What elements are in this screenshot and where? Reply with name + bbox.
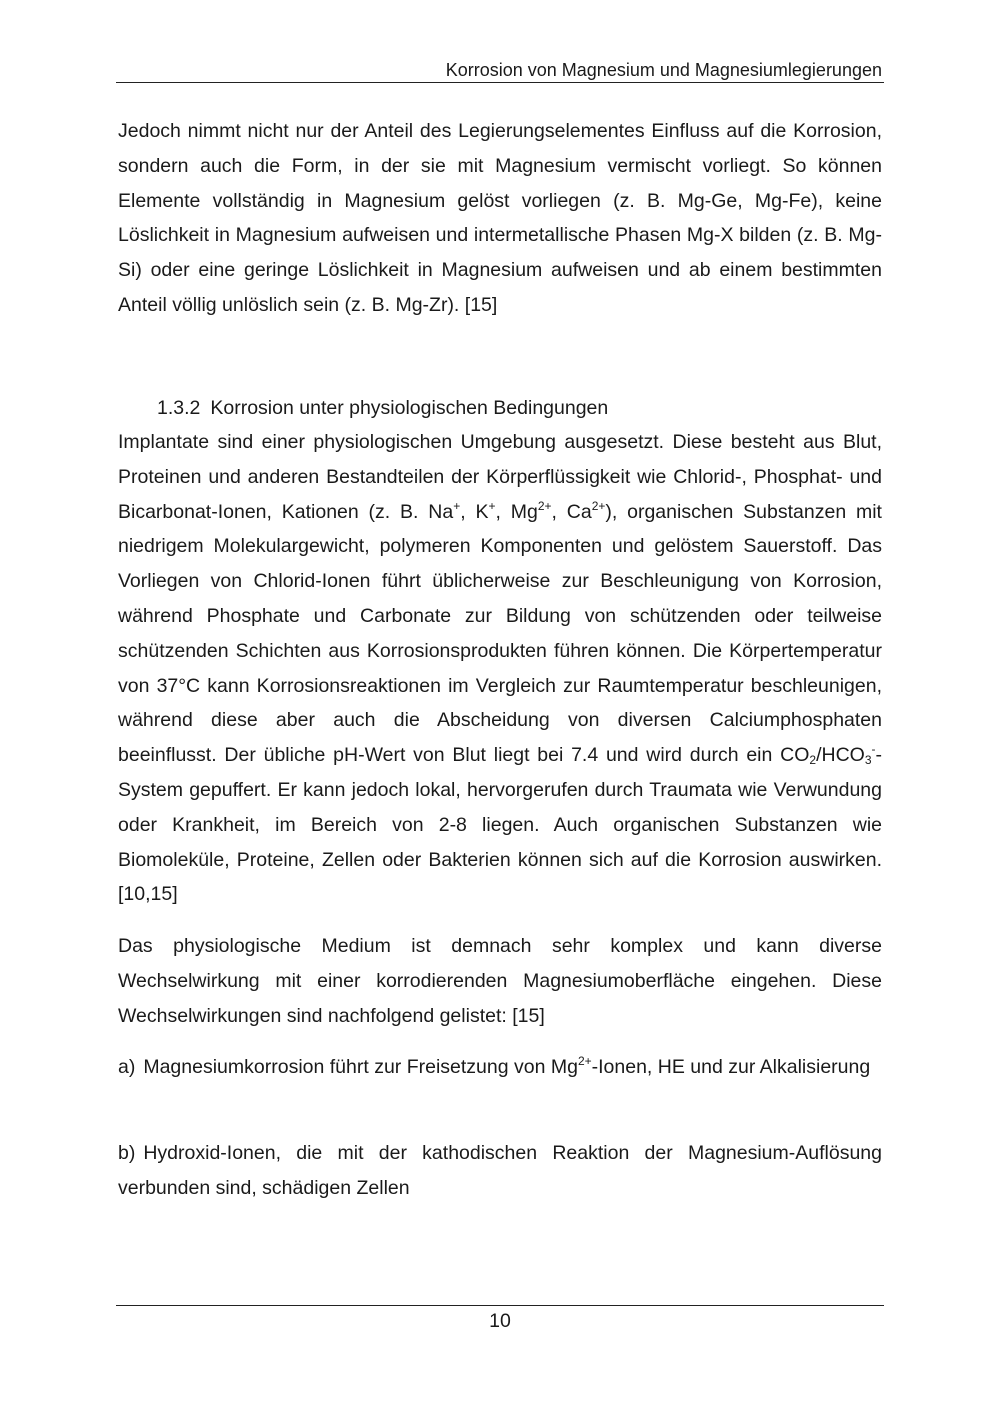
hco3-subscript: 3 (864, 753, 872, 768)
co2-subscript: 2 (809, 753, 817, 768)
ion-charge-k: + (488, 498, 496, 513)
list-item-a (118, 1050, 882, 1085)
text-segment: Implantate sind einer physiologischen Umgebung ausgesetzt. Diese besteht aus Blut, Proteinen und anderen Bestandteilen der Körperflüssigkeit wie Chlorid-, Phosphat- und Bicarbonat-Ionen, Kationen (z. B. Na (118, 431, 882, 523)
list-item-label: b) (118, 1142, 136, 1164)
page-number: 10 (489, 1310, 511, 1332)
ion-charge-mg: 2+ (537, 498, 552, 513)
text-segment: -System gepuffert. Er kann jedoch lokal, hervorgerufen durch Traumata wie Verwundung oder Krankheit, im Bereich von 2-8 liegen. Auch organischen Substanzen wie Biomoleküle, Proteine, Zellen oder Bakterien können sich auf die Korrosion auswirken. [10,15] (118, 744, 882, 906)
ion-charge-ca: 2+ (591, 498, 606, 513)
text-segment: ), organischen Substanzen mit niedrigem Molekulargewicht, polymeren Komponenten und gelöstem Sauerstoff. Das Vorliegen von Chlorid-Ionen führt üblicherweise zur Beschleunigung von Korrosion, während Phosphate und Carbonate zur Bildung von schützenden oder teilweise schützenden Schichten aus Korrosionsprodukten führen können. Die Körpertemperatur von 37°C kann Korrosionsreaktionen im Vergleich zur Raumtemperatur beschleunigen, während diese aber auch die Abscheidung von diversen Calciumphosphaten beeinflusst. Der übliche pH-Wert von Blut liegt bei 7.4 und wird durch ein CO (118, 500, 882, 767)
text-segment: Hydroxid-Ionen, die mit der kathodischen Reaktion der Magnesium-Auflösung verbunden sind, schädigen Zellen (118, 1142, 882, 1199)
text-segment: -Ionen, HE und zur Alkalisierung (591, 1056, 871, 1078)
list-item-b (118, 1136, 882, 1206)
header-rule (116, 82, 884, 83)
text-segment: , K (460, 500, 489, 523)
list-item-label: a) (118, 1056, 136, 1078)
hco3-charge: - (871, 742, 876, 757)
section-title: Korrosion unter physiologischen Bedingungen (210, 397, 609, 419)
paragraph-interactions-intro: Das physiologische Medium ist demnach sehr komplex und kann diverse Wechselwirkung mit einer korrodierenden Magnesiumoberfläche eingehen. Diese Wechselwirkungen sind nachfolgend gelistet: [15] (118, 935, 882, 1027)
running-header: Korrosion von Magnesium und Magnesiumlegierungen (445, 60, 882, 80)
section-number: 1.3.2 (157, 397, 201, 419)
footer-rule (116, 1305, 884, 1306)
ion-charge-na: + (453, 498, 461, 513)
text-segment: , Ca (551, 500, 592, 523)
text-segment: , Mg (495, 500, 538, 523)
ion-charge-mg: 2+ (577, 1054, 592, 1068)
section-heading (157, 394, 608, 422)
paragraph-physiological-environment (118, 425, 882, 912)
paragraph-alloy-form: Jedoch nimmt nicht nur der Anteil des Legierungselementes Einfluss auf die Korrosion, sondern auch die Form, in der sie mit Magnesium vermischt vorliegt. So können Elemente vollständig in Magnesium gelöst vorliegen (z. B. Mg-Ge, Mg-Fe), keine Löslichkeit in Magnesium aufweisen und intermetallische Phasen Mg-X bilden (z. B. Mg-Si) oder eine geringe Löslichkeit in Magnesium aufweisen und ab einem bestimmten Anteil völlig unlöslich sein (z. B. Mg-Zr). [15] (118, 120, 882, 316)
text-segment: /HCO (816, 744, 865, 767)
text-segment: Magnesiumkorrosion führt zur Freisetzung von Mg (143, 1056, 578, 1078)
